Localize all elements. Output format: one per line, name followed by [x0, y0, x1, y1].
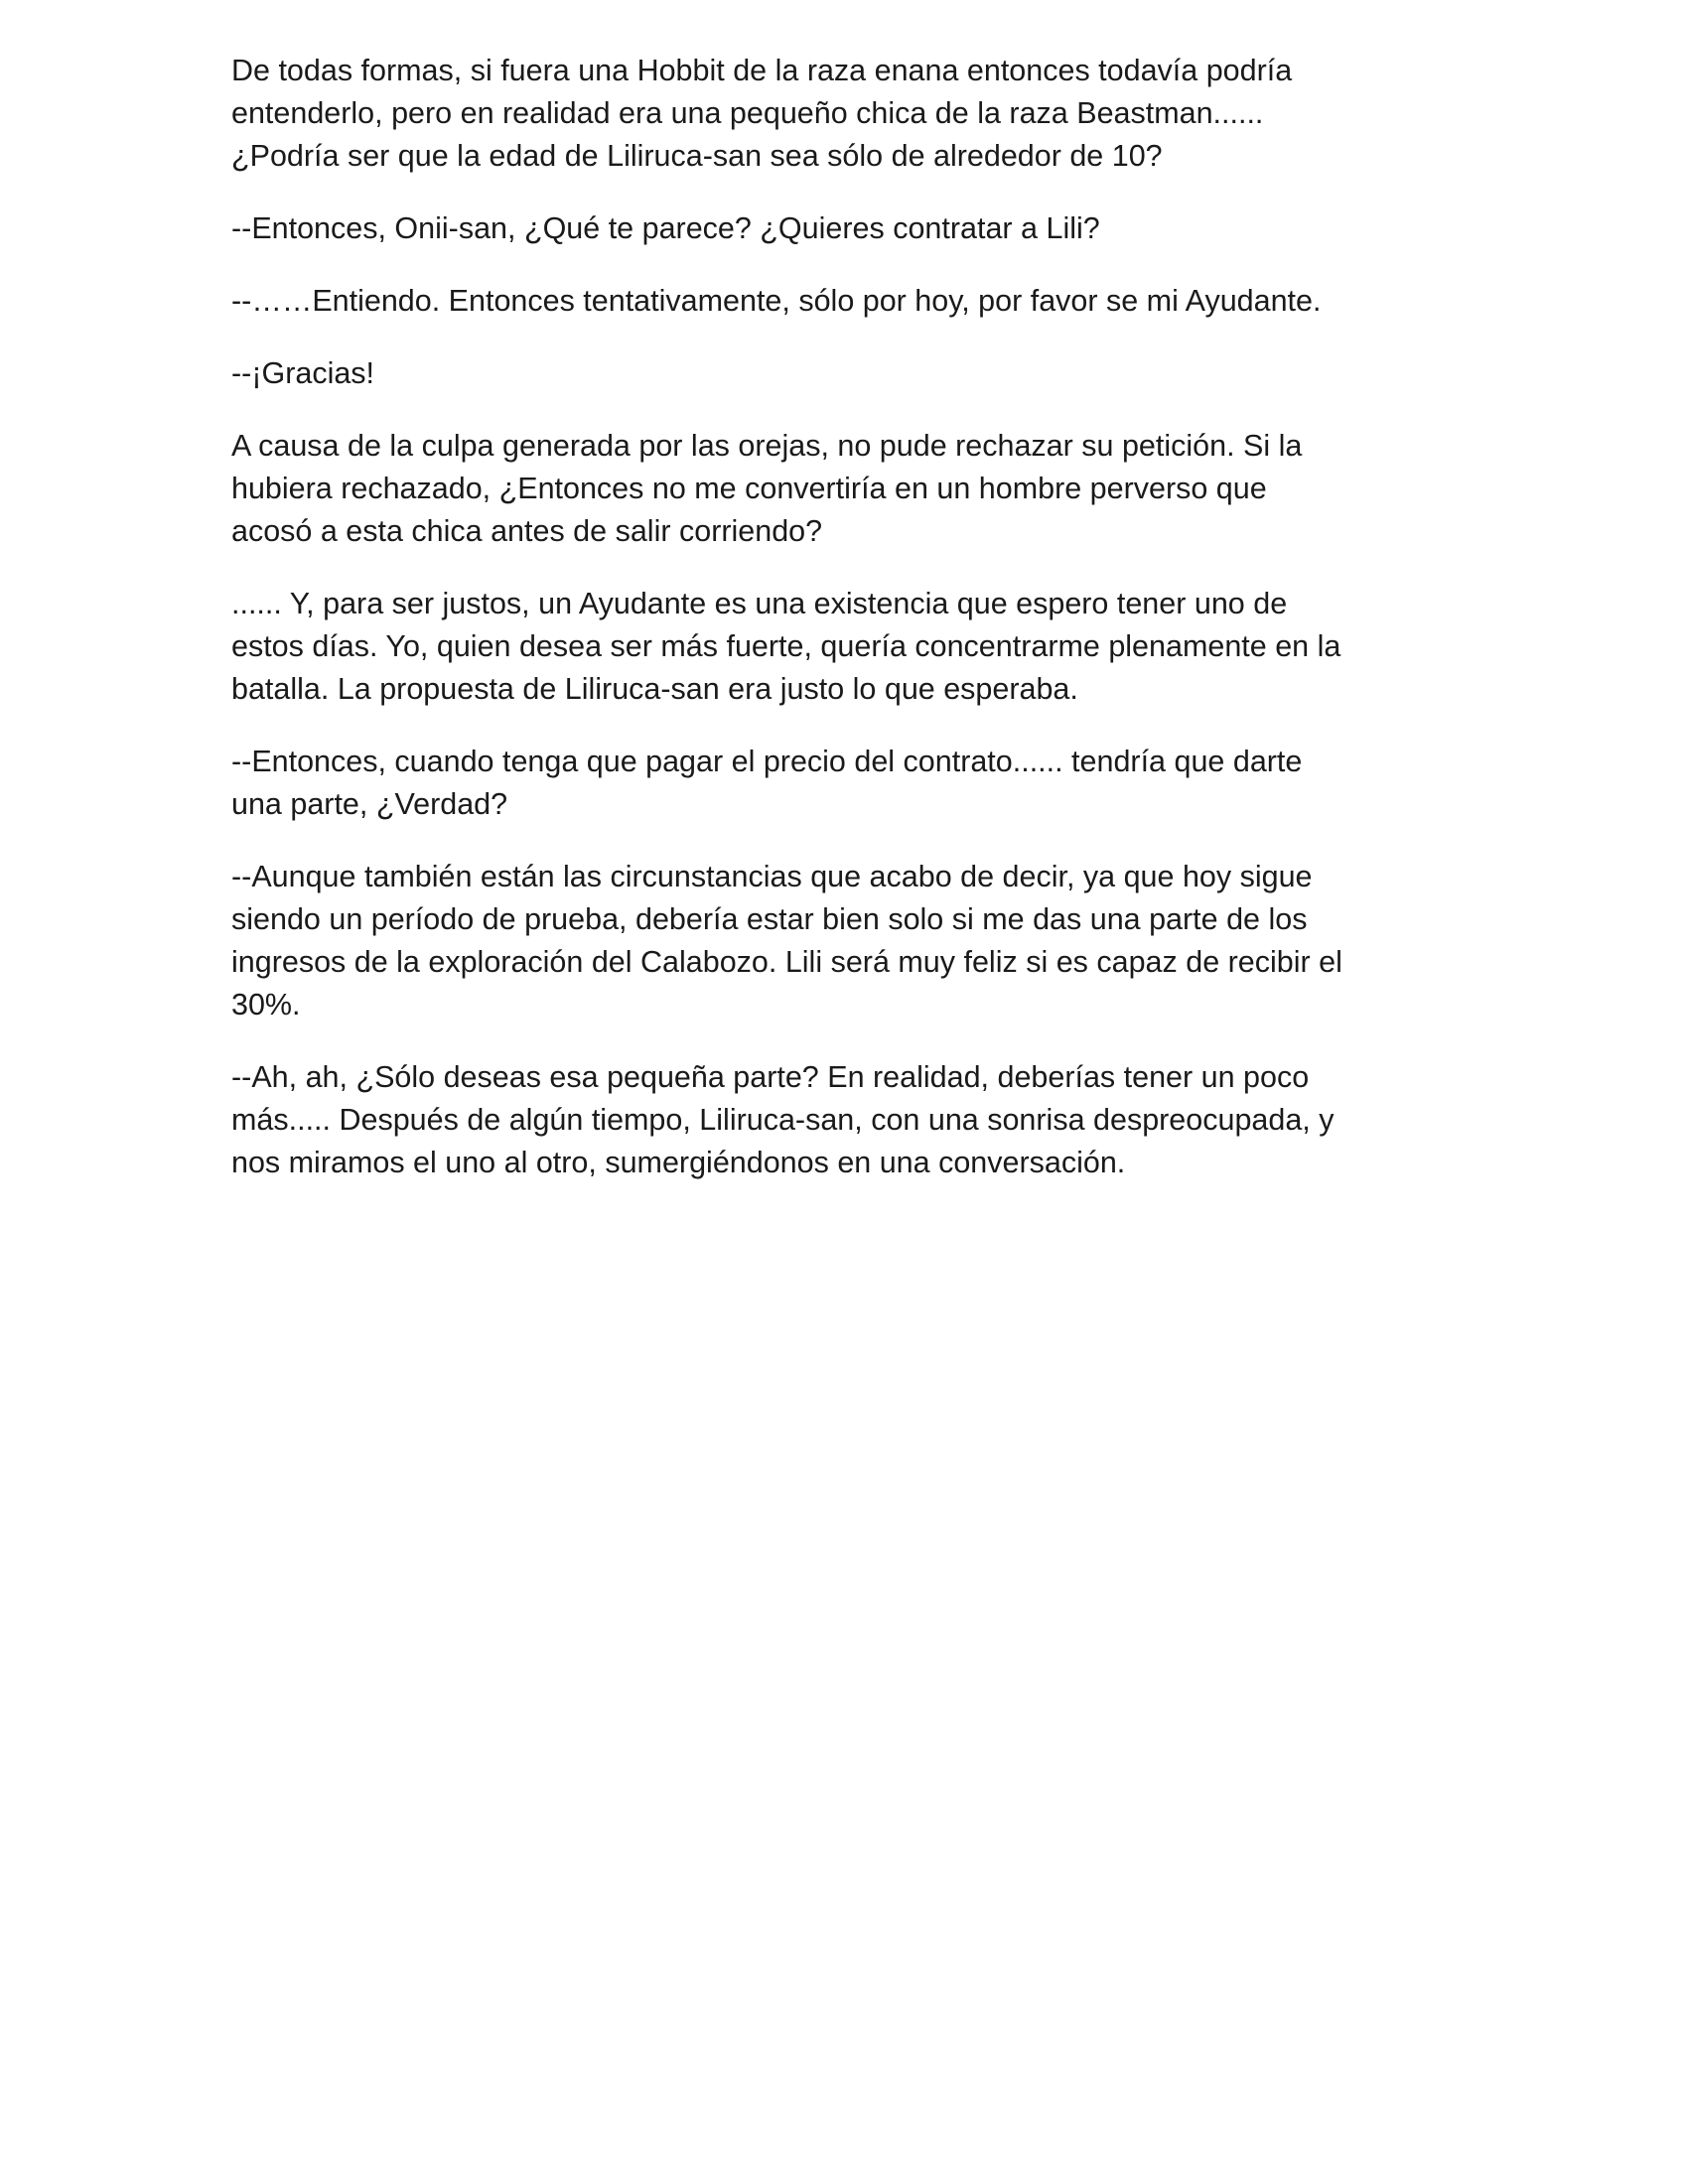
text-line: --Entonces, Onii-san, ¿Qué te parece? ¿Quieres contratar a Lili? — [231, 211, 1100, 245]
text-line: entenderlo, pero en realidad era una pequeño chica de la raza Beastman...... — [231, 96, 1264, 130]
text-line: hubiera rechazado, ¿Entonces no me convertiría en un hombre perverso que — [231, 472, 1267, 505]
text-line: 30%. — [231, 988, 301, 1022]
text-line: --……Entiendo. Entonces tentativamente, sólo por hoy, por favor se mi Ayudante. — [231, 284, 1322, 318]
text-line: acosó a esta chica antes de salir corriendo? — [231, 514, 823, 548]
text-line: A causa de la culpa generada por las orejas, no pude rechazar su petición. Si la — [231, 429, 1303, 463]
text-line: --Aunque también están las circunstancias que acabo de decir, ya que hoy sigue — [231, 860, 1313, 893]
paragraph — [231, 856, 1463, 1026]
paragraph — [231, 352, 1463, 395]
text-line: nos miramos el uno al otro, sumergiéndonos en una conversación. — [231, 1146, 1126, 1179]
paragraph — [231, 741, 1463, 826]
paragraph — [231, 50, 1463, 178]
text-line: --Ah, ah, ¿Sólo deseas esa pequeña parte? En realidad, deberías tener un poco — [231, 1060, 1310, 1094]
paragraph — [231, 280, 1463, 323]
text-line: --¡Gracias! — [231, 356, 375, 390]
text-line: ...... Y, para ser justos, un Ayudante es una existencia que espero tener uno de — [231, 587, 1288, 620]
text-line: una parte, ¿Verdad? — [231, 787, 508, 821]
text-line: --Entonces, cuando tenga que pagar el precio del contrato...... tendría que darte — [231, 745, 1303, 778]
paragraph — [231, 1056, 1463, 1184]
text-line: ¿Podría ser que la edad de Liliruca-san sea sólo de alrededor de 10? — [231, 139, 1163, 173]
text-line: batalla. La propuesta de Liliruca-san era justo lo que esperaba. — [231, 672, 1078, 706]
document-body — [231, 50, 1463, 1214]
text-line: más..... Después de algún tiempo, Liliruca-san, con una sonrisa despreocupada, y — [231, 1103, 1335, 1137]
paragraph — [231, 207, 1463, 250]
text-line: De todas formas, si fuera una Hobbit de la raza enana entonces todavía podría — [231, 54, 1293, 87]
text-line: siendo un período de prueba, debería estar bien solo si me das una parte de los — [231, 902, 1308, 936]
paragraph — [231, 583, 1463, 711]
paragraph — [231, 425, 1463, 553]
text-line: ingresos de la exploración del Calabozo. Lili será muy feliz si es capaz de recibir el — [231, 945, 1342, 979]
text-line: estos días. Yo, quien desea ser más fuerte, quería concentrarme plenamente en la — [231, 629, 1341, 663]
